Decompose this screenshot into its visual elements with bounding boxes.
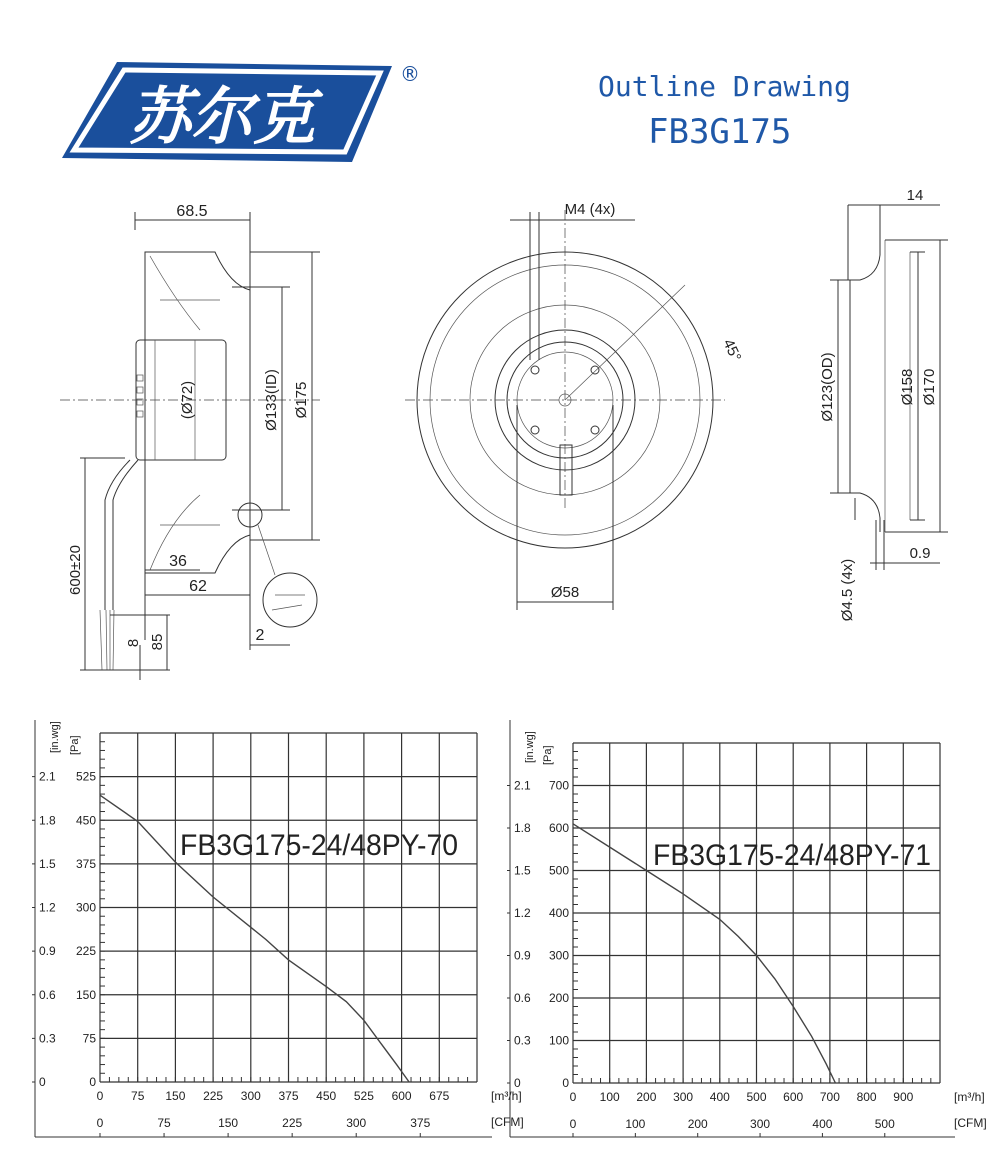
dim-62: 62 bbox=[189, 578, 207, 595]
y-tick-label-inwg: 0.9 bbox=[39, 944, 56, 959]
y-tick-label-pa: 300 bbox=[75, 900, 96, 915]
y-tick-label-inwg: 0.6 bbox=[39, 987, 56, 1002]
x-axis-unit: [m³/h] bbox=[954, 1090, 985, 1104]
y-tick-label-inwg: 2.1 bbox=[39, 769, 56, 784]
x-tick-label: 600 bbox=[783, 1090, 804, 1104]
dim-inlet-od: Ø123(OD) bbox=[819, 352, 836, 422]
x-tick-label: 225 bbox=[203, 1089, 224, 1103]
y-tick-label-inwg: 0.9 bbox=[514, 948, 531, 963]
y-tick-label-inwg: 1.8 bbox=[514, 821, 531, 835]
dim-85: 85 bbox=[149, 633, 166, 651]
y-tick-label-inwg: 1.2 bbox=[514, 906, 531, 920]
x-tick-label: 900 bbox=[893, 1090, 914, 1104]
y-tick-label-inwg: 1.8 bbox=[39, 813, 56, 828]
dim-170: Ø170 bbox=[921, 368, 938, 406]
y-tick-label-inwg: 1.5 bbox=[39, 856, 56, 871]
x-axis-unit: [m³/h] bbox=[491, 1089, 522, 1103]
x-tick-label: 450 bbox=[316, 1089, 337, 1103]
performance-chart-70 bbox=[0, 700, 524, 1160]
cfm-tick-label: 225 bbox=[282, 1116, 303, 1130]
y-tick-label-pa: 225 bbox=[75, 944, 96, 959]
front-view-drawing bbox=[405, 190, 745, 610]
cfm-tick-label: 300 bbox=[750, 1117, 771, 1131]
y-tick-label-inwg: 0.3 bbox=[514, 1033, 531, 1048]
page-title: Outline Drawing bbox=[598, 70, 851, 103]
y-tick-label-pa: 400 bbox=[548, 906, 569, 920]
cfm-tick-label: 400 bbox=[812, 1117, 833, 1131]
brand-logo bbox=[62, 62, 392, 162]
y-tick-label-inwg: 0 bbox=[39, 1075, 46, 1089]
x-tick-label: 600 bbox=[391, 1089, 412, 1103]
registered-mark: ® bbox=[400, 62, 420, 86]
x-tick-label: 200 bbox=[636, 1090, 657, 1104]
dim-angle: 45° bbox=[719, 336, 745, 365]
y-tick-label-inwg: 1.5 bbox=[514, 863, 531, 878]
cfm-axis-unit: [CFM] bbox=[954, 1116, 987, 1130]
dim-cable-length: 600±20 bbox=[67, 545, 84, 595]
side-view-drawing bbox=[50, 190, 380, 690]
y-tick-label-pa: 0 bbox=[89, 1075, 96, 1089]
y-tick-label-pa: 500 bbox=[548, 863, 569, 878]
dim-mount-screw: M4 (4x) bbox=[564, 201, 616, 218]
y-tick-label-pa: 100 bbox=[548, 1033, 569, 1048]
model-number: FB3G175 bbox=[648, 112, 792, 152]
dim-58: Ø58 bbox=[550, 584, 580, 601]
cfm-tick-label: 150 bbox=[218, 1116, 239, 1130]
dim-14: 14 bbox=[906, 187, 924, 204]
x-tick-label: 0 bbox=[569, 1090, 577, 1104]
performance-chart-71 bbox=[500, 700, 1000, 1160]
cfm-tick-label: 200 bbox=[687, 1117, 708, 1131]
cfm-tick-label: 100 bbox=[625, 1117, 646, 1131]
y-tick-label-pa: 300 bbox=[548, 948, 569, 963]
cfm-tick-label: 75 bbox=[157, 1116, 171, 1130]
y-tick-label-pa: 375 bbox=[75, 856, 96, 871]
x-tick-label: 75 bbox=[131, 1089, 145, 1103]
y-tick-label-pa: 75 bbox=[82, 1031, 96, 1046]
y-tick-label-inwg: 0.3 bbox=[39, 1031, 56, 1046]
chart-model-label: FB3G175-24/48PY-71 bbox=[653, 839, 931, 872]
x-tick-label: 525 bbox=[353, 1089, 374, 1103]
y-tick-label-inwg: 1.2 bbox=[39, 900, 56, 915]
cfm-axis-unit: [CFM] bbox=[491, 1115, 524, 1129]
dim-8: 8 bbox=[125, 638, 142, 648]
x-tick-label: 675 bbox=[429, 1089, 450, 1103]
dim-0-9: 0.9 bbox=[909, 545, 931, 562]
y-axis-unit-inwg: [in.wg] bbox=[524, 731, 536, 763]
x-tick-label: 500 bbox=[746, 1090, 767, 1104]
dim-hole-diameter: Ø4.5 (4x) bbox=[839, 558, 856, 622]
y-tick-label-pa: 200 bbox=[548, 991, 569, 1005]
y-tick-label-pa: 700 bbox=[548, 778, 569, 793]
cfm-tick-label: 0 bbox=[569, 1117, 577, 1131]
dim-2: 2 bbox=[255, 627, 265, 644]
cfm-tick-label: 500 bbox=[874, 1117, 895, 1131]
y-tick-label-pa: 0 bbox=[562, 1076, 569, 1090]
y-axis-unit-pa: [Pa] bbox=[542, 745, 554, 765]
x-tick-label: 0 bbox=[96, 1089, 104, 1103]
y-axis-unit-pa: [Pa] bbox=[69, 735, 81, 755]
x-tick-label: 375 bbox=[278, 1089, 299, 1103]
cfm-tick-label: 0 bbox=[96, 1116, 104, 1130]
x-tick-label: 300 bbox=[673, 1090, 694, 1104]
logo-text: 苏尔克 bbox=[128, 83, 316, 152]
y-tick-label-inwg: 0 bbox=[514, 1076, 521, 1090]
x-tick-label: 400 bbox=[709, 1090, 730, 1104]
dim-outer-diameter: Ø175 bbox=[293, 381, 310, 419]
x-tick-label: 150 bbox=[165, 1089, 186, 1103]
dim-36: 36 bbox=[169, 553, 187, 570]
y-tick-label-pa: 600 bbox=[548, 821, 569, 835]
y-axis-unit-inwg: [in.wg] bbox=[49, 721, 61, 753]
chart-model-label: FB3G175-24/48PY-70 bbox=[180, 829, 458, 862]
y-tick-label-pa: 450 bbox=[75, 813, 96, 828]
cfm-tick-label: 300 bbox=[346, 1116, 367, 1130]
dim-inlet-id: Ø133(ID) bbox=[263, 369, 280, 431]
x-tick-label: 100 bbox=[599, 1090, 620, 1104]
y-tick-label-pa: 525 bbox=[75, 769, 96, 784]
cfm-tick-label: 375 bbox=[410, 1116, 431, 1130]
dim-158: Ø158 bbox=[899, 368, 916, 406]
x-tick-label: 300 bbox=[240, 1089, 261, 1103]
x-tick-label: 800 bbox=[856, 1090, 877, 1104]
y-tick-label-pa: 150 bbox=[75, 987, 96, 1002]
inlet-ring-drawing bbox=[800, 180, 1000, 640]
dim-motor-diameter: (Ø72) bbox=[179, 380, 196, 420]
dim-width: 68.5 bbox=[176, 203, 208, 220]
x-tick-label: 700 bbox=[819, 1090, 840, 1104]
y-tick-label-inwg: 2.1 bbox=[514, 778, 531, 793]
y-tick-label-inwg: 0.6 bbox=[514, 991, 531, 1005]
